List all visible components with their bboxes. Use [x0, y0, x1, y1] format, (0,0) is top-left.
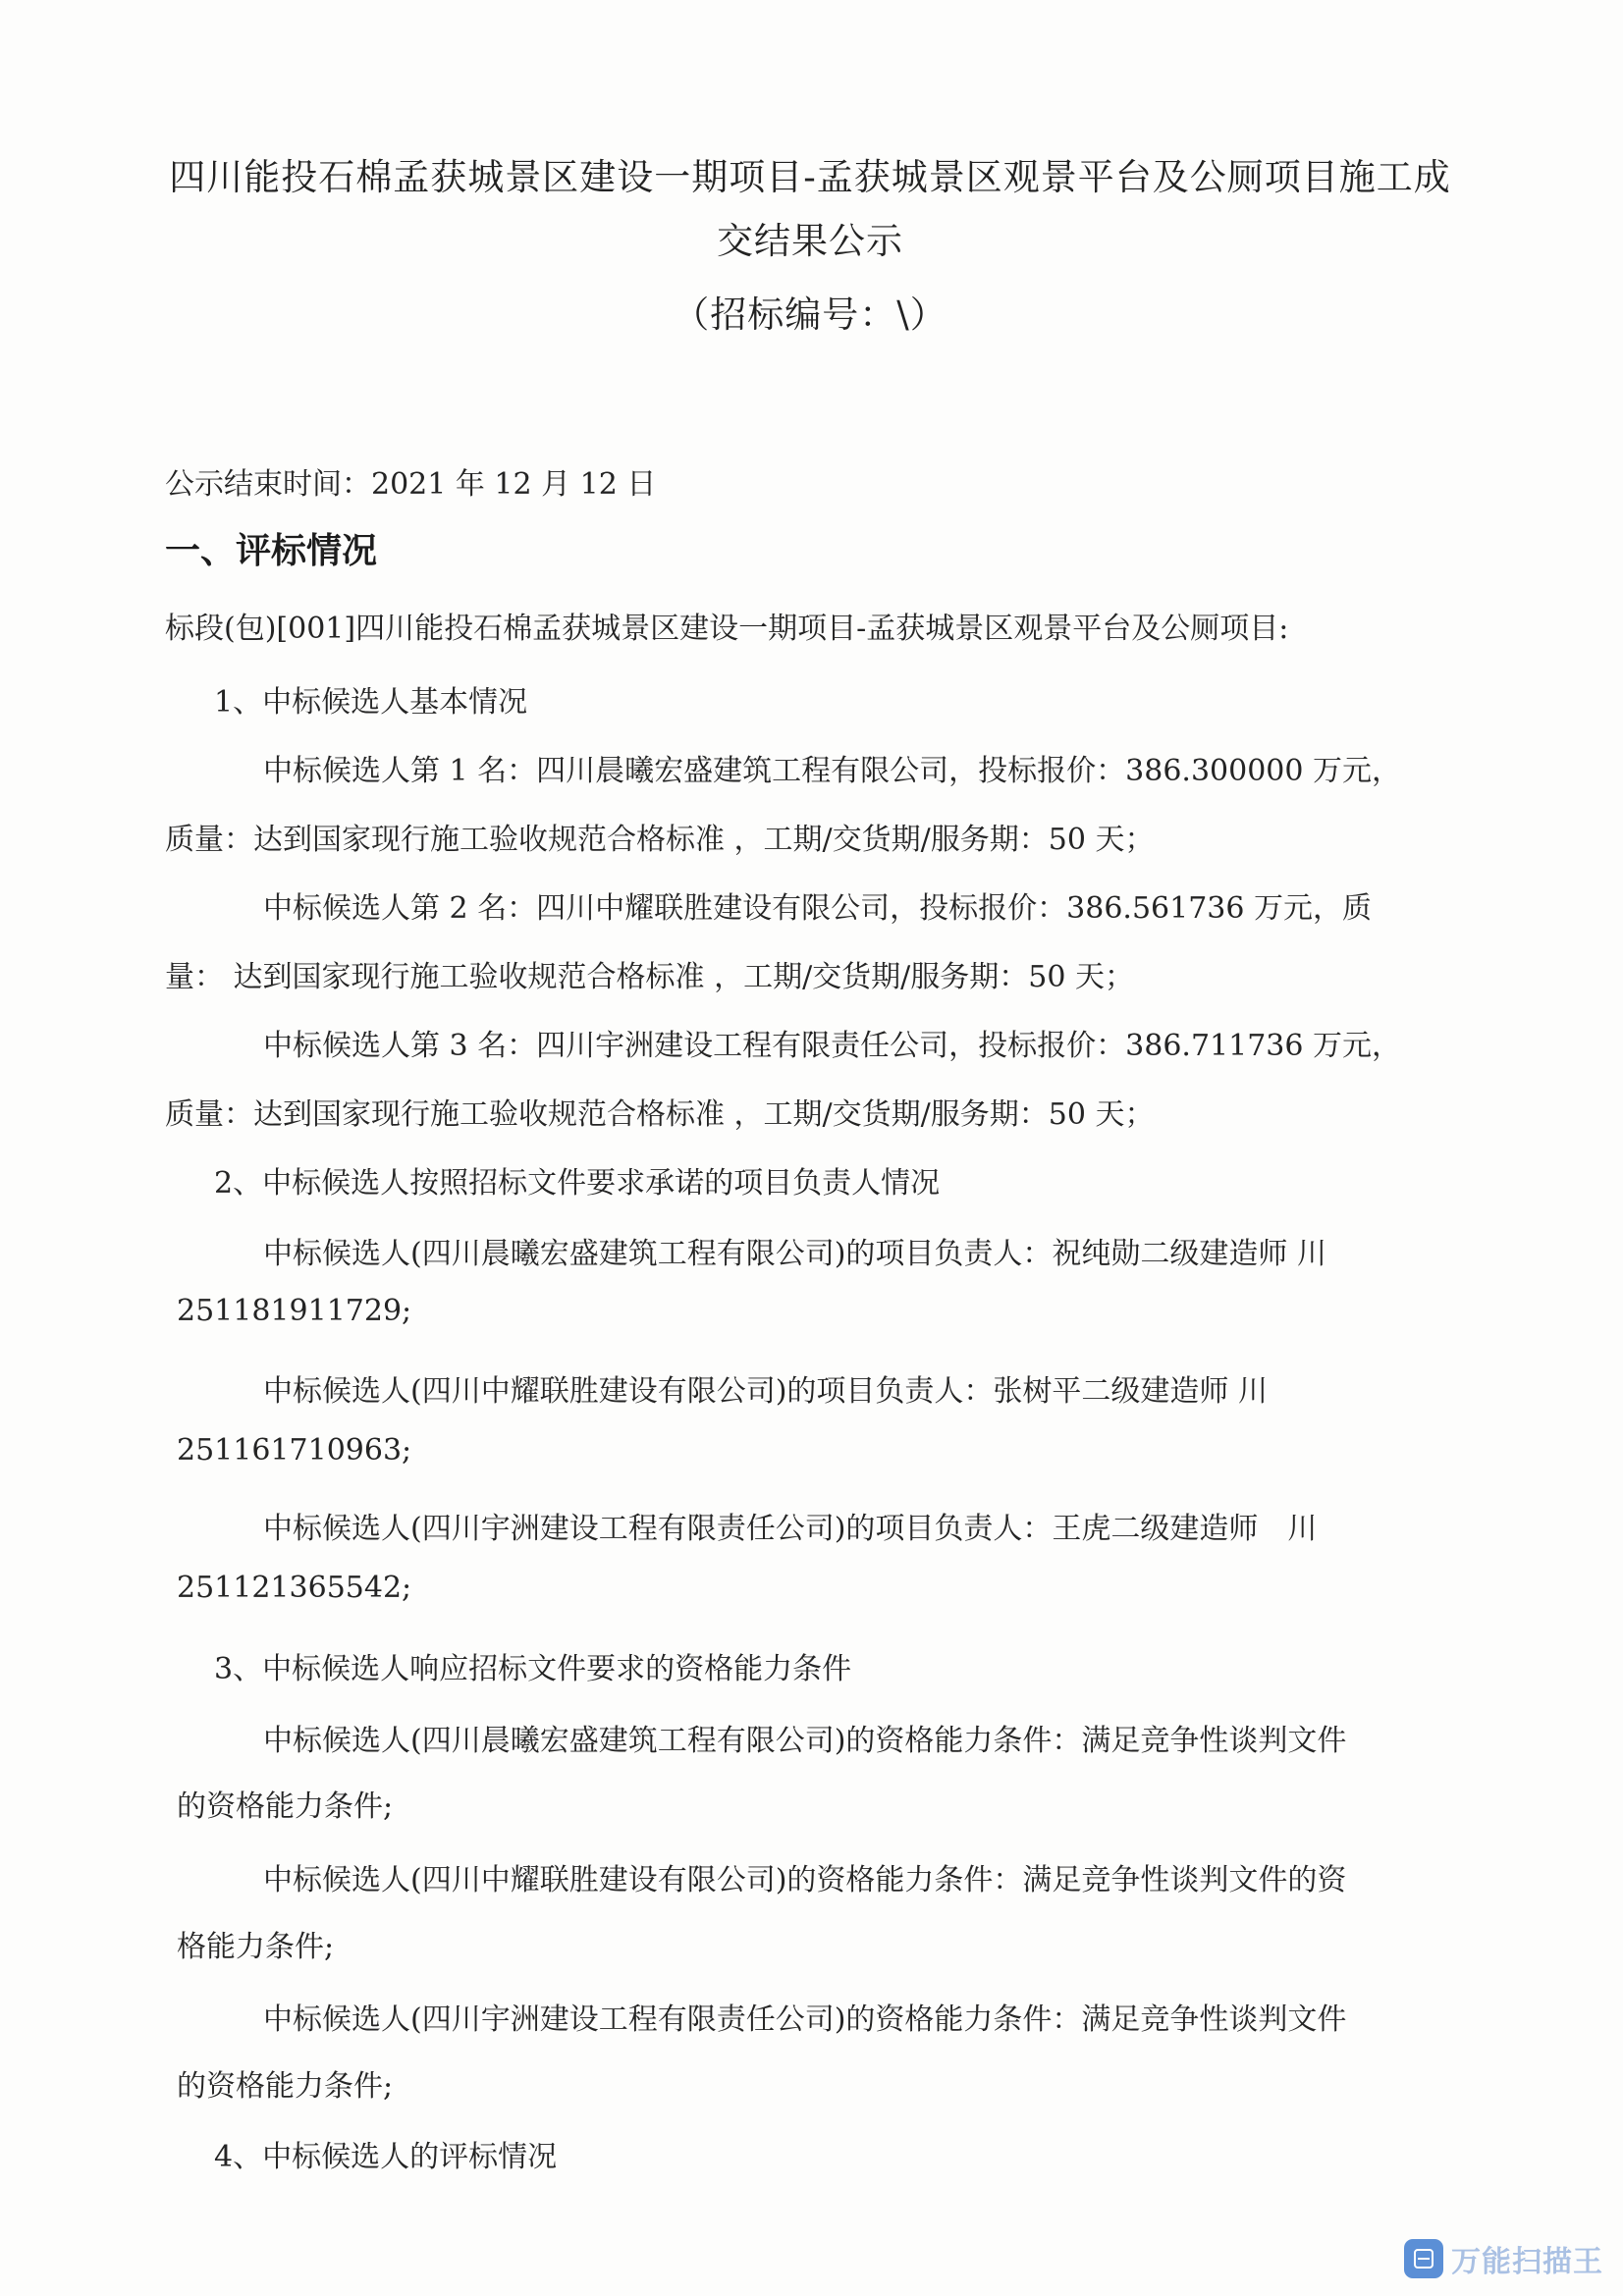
qualification-3-line2: 的资格能力条件;	[177, 2069, 394, 2104]
candidate-3-line1: 中标候选人第 3 名：四川宇洲建设工程有限责任公司，投标报价：386.711736 万元，	[263, 1029, 1402, 1063]
tender-code: （招标编号：\）	[673, 294, 947, 336]
subsection-heading-qualifications: 3、中标候选人响应招标文件要求的资格能力条件	[214, 1652, 852, 1686]
package-description: 标段(包)[001]四川能投石棉孟获城景区建设一期项目-孟获城景区观景平台及公厕项目:	[165, 612, 1289, 646]
qualification-2-line2: 格能力条件;	[177, 1930, 335, 1964]
subsection-heading-candidates: 1、中标候选人基本情况	[214, 685, 528, 720]
subsection-heading-project-leads: 2、中标候选人按照招标文件要求承诺的项目负责人情况	[214, 1166, 941, 1201]
candidate-3-line2: 质量：达到国家现行施工验收规范合格标准 ，工期/交货期/服务期：50 天；	[165, 1097, 1155, 1132]
qualification-1-line1: 中标候选人(四川晨曦宏盛建筑工程有限公司)的资格能力条件：满足竞争性谈判文件	[263, 1724, 1347, 1758]
project-lead-1-line2: 251181911729;	[177, 1294, 412, 1328]
qualification-1-line2: 的资格能力条件;	[177, 1789, 394, 1824]
subsection-heading-evaluation-results: 4、中标候选人的评标情况	[214, 2140, 558, 2174]
candidate-2-line1: 中标候选人第 2 名：四川中耀联胜建设有限公司，投标报价：386.561736 万元，质	[263, 891, 1373, 926]
qualification-3-line1: 中标候选人(四川宇洲建设工程有限责任公司)的资格能力条件：满足竞争性谈判文件	[263, 2002, 1347, 2037]
publication-end-time: 公示结束时间：2021 年 12 月 12 日	[165, 467, 657, 502]
project-lead-3-line2: 251121365542;	[177, 1571, 412, 1605]
scanner-app-icon	[1404, 2239, 1443, 2278]
qualification-2-line1: 中标候选人(四川中耀联胜建设有限公司)的资格能力条件：满足竞争性谈判文件的资	[263, 1863, 1347, 1897]
section-heading-evaluation: 一、评标情况	[165, 531, 378, 571]
project-lead-2-line1: 中标候选人(四川中耀联胜建设有限公司)的项目负责人：张树平二级建造师 川	[263, 1374, 1268, 1409]
candidate-2-line2: 量： 达到国家现行施工验收规范合格标准 ，工期/交货期/服务期：50 天；	[165, 960, 1134, 994]
project-lead-3-line1: 中标候选人(四川宇洲建设工程有限责任公司)的项目负责人：王虎二级建造师 川	[263, 1512, 1318, 1546]
project-lead-2-line2: 251161710963;	[177, 1433, 412, 1468]
scanner-watermark	[1404, 2236, 1603, 2281]
candidate-1-line2: 质量：达到国家现行施工验收规范合格标准 ，工期/交货期/服务期：50 天；	[165, 823, 1155, 857]
project-lead-1-line1: 中标候选人(四川晨曦宏盛建筑工程有限公司)的项目负责人：祝纯勋二级建造师 川	[263, 1237, 1326, 1271]
document-title-line2: 交结果公示	[717, 220, 903, 262]
candidate-1-line1: 中标候选人第 1 名：四川晨曦宏盛建筑工程有限公司，投标报价：386.300000 万元，	[263, 754, 1402, 788]
document-title-line1: 四川能投石棉孟获城景区建设一期项目-孟获城景区观景平台及公厕项目施工成	[169, 156, 1451, 198]
watermark-text: 万能扫描王	[1451, 2245, 1603, 2279]
